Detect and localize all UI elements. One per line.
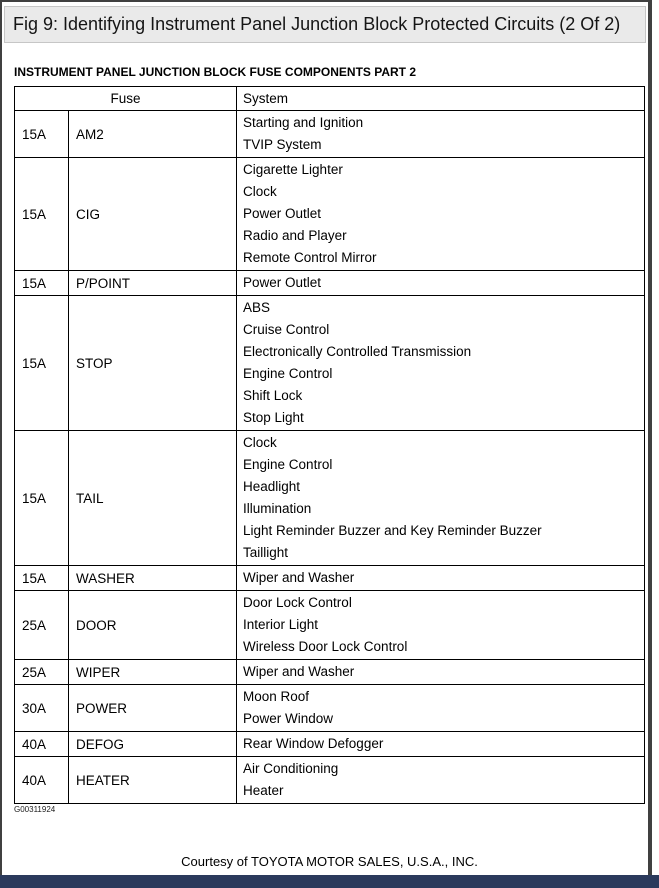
- fuse-name-cell: STOP: [69, 296, 237, 431]
- system-item: Clock: [243, 435, 277, 450]
- fuse-name-cell: WASHER: [69, 566, 237, 591]
- system-item: Wireless Door Lock Control: [243, 639, 408, 654]
- table-row: [15, 296, 645, 431]
- system-list-cell: [237, 757, 645, 804]
- table-row: [15, 111, 645, 158]
- system-item: Wiper and Washer: [243, 664, 355, 679]
- system-item: Power Window: [243, 711, 334, 726]
- fuse-table: [14, 86, 645, 804]
- system-item: Engine Control: [243, 366, 333, 381]
- system-item: Illumination: [243, 501, 312, 516]
- fuse-amperage-cell: 15A: [15, 158, 69, 271]
- fuse-amperage-cell: 30A: [15, 685, 69, 732]
- system-item: Electronically Controlled Transmission: [243, 344, 472, 359]
- column-header-fuse: Fuse: [15, 87, 237, 111]
- system-list-cell: [237, 158, 645, 271]
- system-item: Remote Control Mirror: [243, 250, 377, 265]
- system-list-cell: [237, 111, 645, 158]
- table-row: [15, 591, 645, 660]
- fuse-name-cell: P/POINT: [69, 271, 237, 296]
- system-list-cell: [237, 296, 645, 431]
- system-item: TVIP System: [243, 137, 322, 152]
- system-list-cell: [237, 685, 645, 732]
- system-list-cell: [237, 566, 645, 591]
- fuse-amperage-cell: 15A: [15, 271, 69, 296]
- fuse-amperage-cell: 40A: [15, 732, 69, 757]
- system-item: Door Lock Control: [243, 595, 352, 610]
- system-item: Starting and Ignition: [243, 115, 364, 130]
- system-list-cell: [237, 660, 645, 685]
- fuse-name-cell: TAIL: [69, 431, 237, 566]
- fuse-table-body: [15, 111, 645, 804]
- system-list-cell: [237, 271, 645, 296]
- bottom-bar: [0, 875, 659, 888]
- fuse-amperage-cell: 15A: [15, 111, 69, 158]
- system-item: Interior Light: [243, 617, 319, 632]
- table-row: [15, 271, 645, 296]
- frame-left-border: [0, 0, 2, 875]
- system-item: Cigarette Lighter: [243, 162, 343, 177]
- fuse-amperage-cell: 15A: [15, 566, 69, 591]
- table-row: [15, 660, 645, 685]
- frame-top-border: [0, 0, 652, 2]
- system-item: Radio and Player: [243, 228, 347, 243]
- system-list-cell: [237, 431, 645, 566]
- system-item: Taillight: [243, 545, 289, 560]
- fuse-name-cell: DOOR: [69, 591, 237, 660]
- table-row: [15, 757, 645, 804]
- system-item: Cruise Control: [243, 322, 330, 337]
- fuse-name-cell: HEATER: [69, 757, 237, 804]
- fuse-name-cell: POWER: [69, 685, 237, 732]
- fuse-name-cell: WIPER: [69, 660, 237, 685]
- fuse-name-cell: AM2: [69, 111, 237, 158]
- column-header-system: System: [237, 87, 645, 111]
- system-item: Headlight: [243, 479, 301, 494]
- fuse-name-cell: DEFOG: [69, 732, 237, 757]
- courtesy-footer: Courtesy of TOYOTA MOTOR SALES, U.S.A., INC.: [181, 854, 478, 869]
- fuse-amperage-cell: 15A: [15, 431, 69, 566]
- system-item: Shift Lock: [243, 388, 303, 403]
- system-list-cell: [237, 591, 645, 660]
- system-item: Wiper and Washer: [243, 570, 355, 585]
- figure-id: G00311924: [14, 805, 56, 814]
- table-row: [15, 158, 645, 271]
- system-list-cell: [237, 732, 645, 757]
- table-header-row: [15, 87, 645, 111]
- system-item: Air Conditioning: [243, 761, 339, 776]
- fuse-amperage-cell: 25A: [15, 591, 69, 660]
- figure-title: Fig 9: Identifying Instrument Panel Junction Block Protected Circuits (2 Of 2): [13, 14, 621, 34]
- fuse-name-cell: CIG: [69, 158, 237, 271]
- system-item: Engine Control: [243, 457, 333, 472]
- system-item: ABS: [243, 300, 271, 315]
- table-row: [15, 566, 645, 591]
- system-item: Heater: [243, 783, 284, 798]
- system-item: Rear Window Defogger: [243, 736, 384, 751]
- fuse-amperage-cell: 15A: [15, 296, 69, 431]
- table-row: [15, 431, 645, 566]
- table-row: [15, 685, 645, 732]
- frame-right-border: [648, 0, 652, 875]
- table-row: [15, 732, 645, 757]
- fuse-amperage-cell: 40A: [15, 757, 69, 804]
- figure-title-bar: [4, 6, 646, 43]
- fuse-amperage-cell: 25A: [15, 660, 69, 685]
- system-item: Power Outlet: [243, 206, 322, 221]
- system-item: Moon Roof: [243, 689, 310, 704]
- system-item: Light Reminder Buzzer and Key Reminder Buzzer: [243, 523, 542, 538]
- system-item: Stop Light: [243, 410, 304, 425]
- section-heading: INSTRUMENT PANEL JUNCTION BLOCK FUSE COMPONENTS PART 2: [14, 65, 417, 79]
- system-item: Power Outlet: [243, 275, 322, 290]
- system-item: Clock: [243, 184, 277, 199]
